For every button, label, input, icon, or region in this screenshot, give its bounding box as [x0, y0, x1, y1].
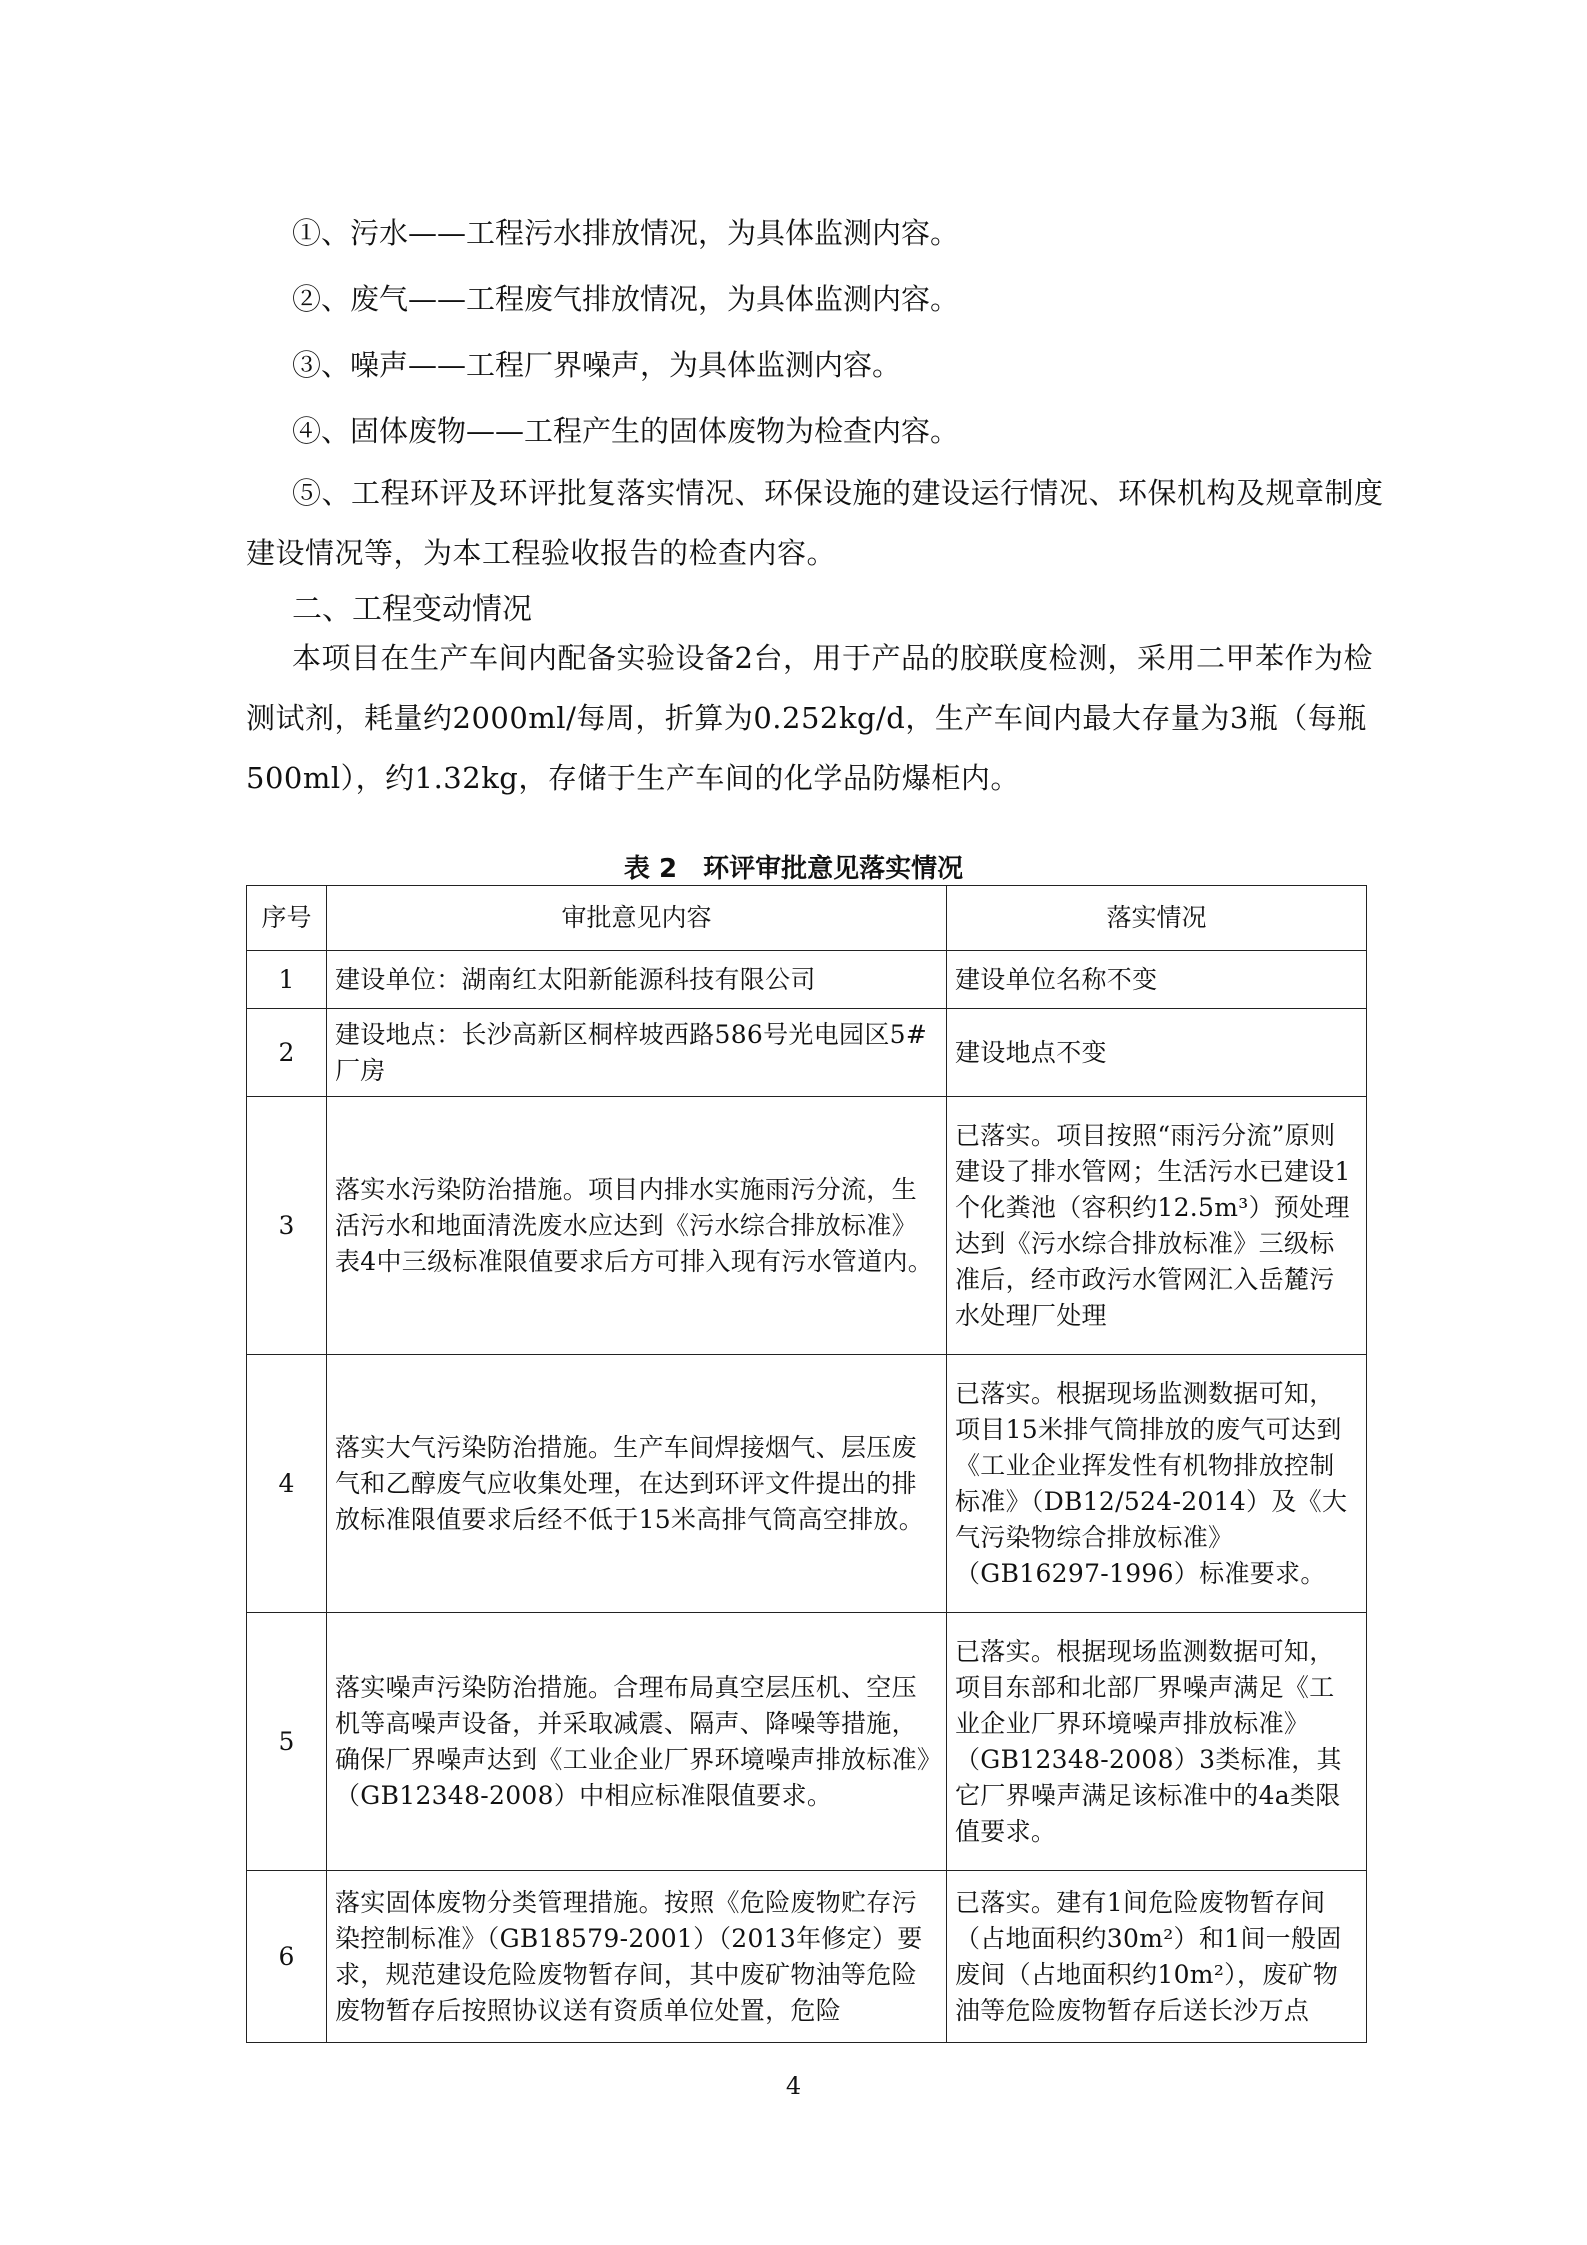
table-header-row	[247, 886, 1367, 951]
row-opinion: 落实固体废物分类管理措施。按照《危险废物贮存污染控制标准》（GB18579-2001）（2013年修定）要求，规范建设危险废物暂存间，其中废矿物油等危险废物暂存后按照协议送有资质单位处置，危险	[327, 1871, 947, 2043]
header-opinion: 审批意见内容	[327, 886, 947, 951]
page-number: 4	[785, 2072, 802, 2100]
monitoring-item-3: ③、噪声——工程厂界噪声，为具体监测内容。	[292, 348, 902, 382]
row-number: 6	[247, 1871, 327, 2043]
row-status: 建设地点不变	[947, 1009, 1367, 1097]
row-status: 建设单位名称不变	[947, 951, 1367, 1009]
row-status: 已落实。根据现场监测数据可知，项目15米排气筒排放的废气可达到《工业企业挥发性有机物排放控制标准》（DB12/524-2014）及《大气污染物综合排放标准》（GB16297-1996）标准要求。	[947, 1355, 1367, 1613]
row-status: 已落实。建有1间危险废物暂存间（占地面积约30m²）和1间一般固废间（占地面积约10m²），废矿物油等危险废物暂存后送长沙万点	[947, 1871, 1367, 2043]
row-number: 5	[247, 1613, 327, 1871]
header-no: 序号	[247, 886, 327, 951]
row-number: 4	[247, 1355, 327, 1613]
row-opinion: 落实大气污染防治措施。生产车间焊接烟气、层压废气和乙醇废气应收集处理，在达到环评文件提出的排放标准限值要求后经不低于15米高排气筒高空排放。	[327, 1355, 947, 1613]
monitoring-item-1: ①、污水——工程污水排放情况，为具体监测内容。	[292, 216, 960, 250]
section-heading: 二、工程变动情况	[292, 592, 532, 627]
row-status: 已落实。根据现场监测数据可知，项目东部和北部厂界噪声满足《工业企业厂界环境噪声排放标准》（GB12348-2008）3类标准，其它厂界噪声满足该标准中的4a类限值要求。	[947, 1613, 1367, 1871]
header-status: 落实情况	[947, 886, 1367, 951]
table-row	[247, 1009, 1367, 1097]
row-opinion: 落实水污染防治措施。项目内排水实施雨污分流，生活污水和地面清洗废水应达到《污水综合排放标准》表4中三级标准限值要求后方可排入现有污水管道内。	[327, 1097, 947, 1355]
table-caption: 表 2 环评审批意见落实情况	[623, 854, 964, 884]
table-row	[247, 951, 1367, 1009]
approval-table	[246, 885, 1367, 2043]
row-opinion: 建设地点：长沙高新区桐梓坡西路586号光电园区5#厂房	[327, 1009, 947, 1097]
monitoring-item-4: ④、固体废物——工程产生的固体废物为检查内容。	[292, 414, 960, 448]
row-number: 2	[247, 1009, 327, 1097]
row-number: 1	[247, 951, 327, 1009]
change-paragraph: 本项目在生产车间内配备实验设备2台，用于产品的胶联度检测，采用二甲苯作为检测试剂，耗量约2000ml/每周，折算为0.252kg/d，生产车间内最大存量为3瓶（每瓶500ml），约1.32kg，存储于生产车间的化学品防爆柜内。	[246, 641, 1373, 795]
row-status: 已落实。项目按照“雨污分流”原则建设了排水管网；生活污水已建设1个化粪池（容积约12.5m³）预处理达到《污水综合排放标准》三级标准后，经市政污水管网汇入岳麓污水处理厂处理	[947, 1097, 1367, 1355]
row-opinion: 落实噪声污染防治措施。合理布局真空层压机、空压机等高噪声设备，并采取减震、隔声、降噪等措施，确保厂界噪声达到《工业企业厂界环境噪声排放标准》（GB12348-2008）中相应标准限值要求。	[327, 1613, 947, 1871]
table-row	[247, 1613, 1367, 1871]
row-number: 3	[247, 1097, 327, 1355]
monitoring-item-2: ②、废气——工程废气排放情况，为具体监测内容。	[292, 282, 960, 316]
monitoring-item-5: ⑤、工程环评及环评批复落实情况、环保设施的建设运行情况、环保机构及规章制度建设情况等，为本工程验收报告的检查内容。	[246, 476, 1384, 570]
table-row	[247, 1871, 1367, 2043]
table-row	[247, 1355, 1367, 1613]
row-opinion: 建设单位：湖南红太阳新能源科技有限公司	[327, 951, 947, 1009]
table-row	[247, 1097, 1367, 1355]
